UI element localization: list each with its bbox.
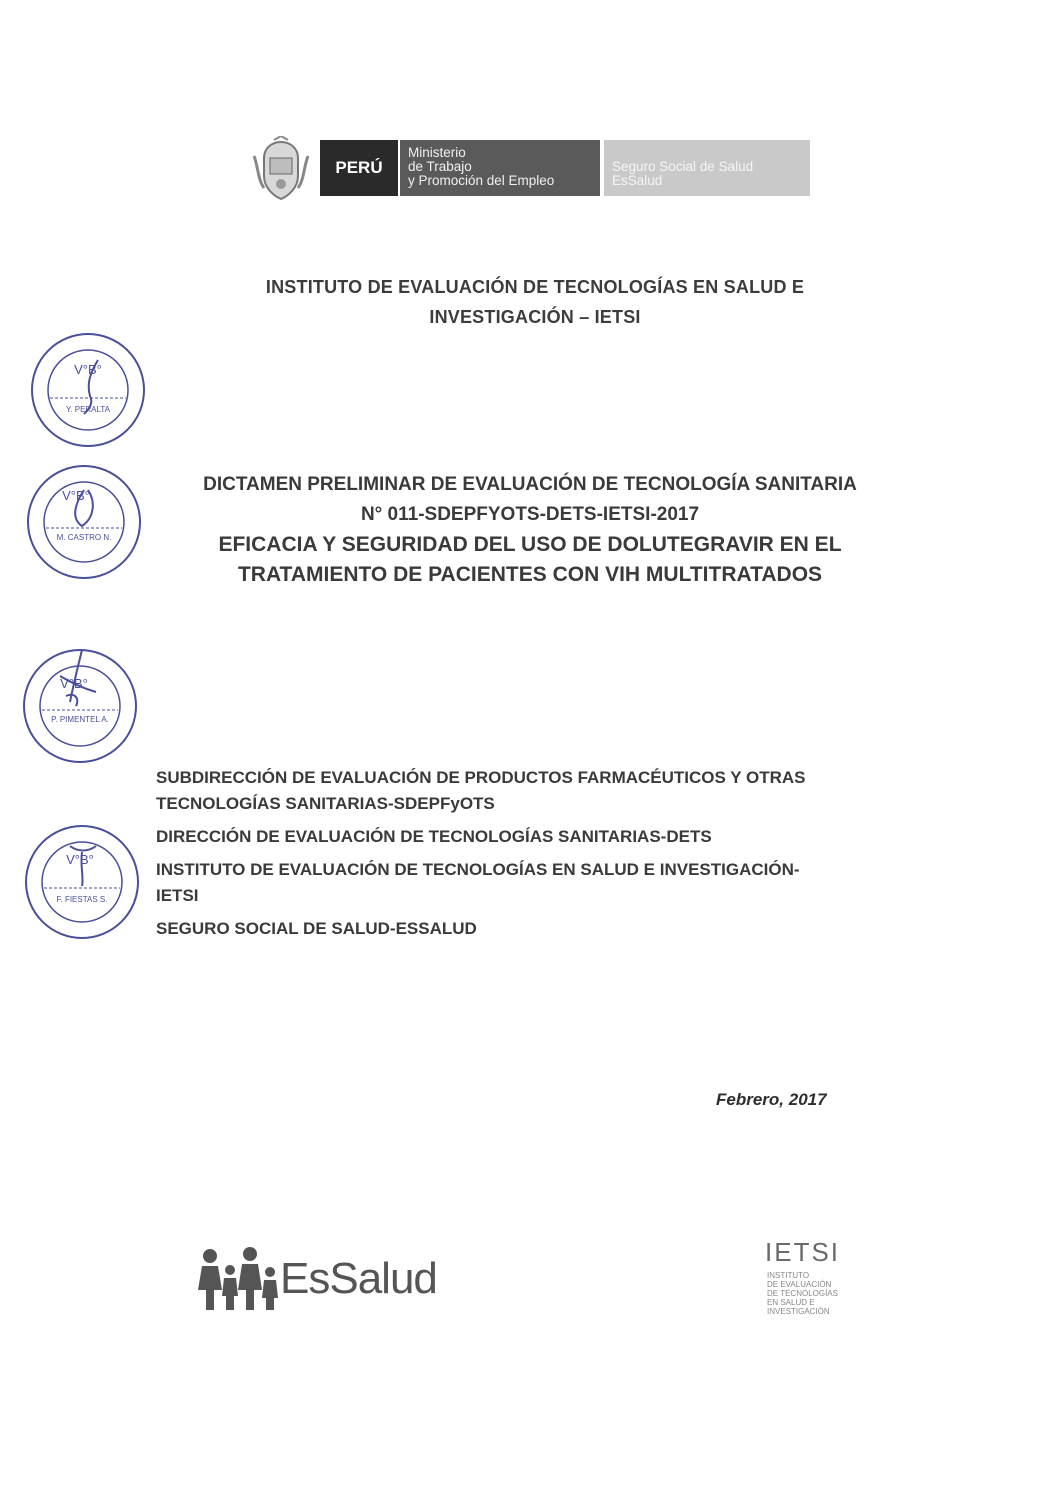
stamp-name: F. FIESTAS S. xyxy=(56,895,108,904)
institute-heading xyxy=(150,272,920,332)
peru-label: PERÚ xyxy=(335,158,383,177)
approval-stamp xyxy=(22,822,142,942)
government-header-banner xyxy=(250,132,810,206)
dictamen-line: DICTAMEN PRELIMINAR DE EVALUACIÓN DE TECNOLOGÍA SANITARIA xyxy=(203,474,857,495)
organization-item xyxy=(156,916,936,942)
ietsi-logo-line: DE EVALUACIÓN xyxy=(767,1280,832,1289)
peru-label-box xyxy=(320,140,398,196)
approval-stamp xyxy=(24,462,144,582)
ietsi-logo-line: INSTITUTO xyxy=(767,1271,810,1280)
organization-line: IETSI xyxy=(156,886,199,905)
organization-list xyxy=(156,765,936,949)
organization-item xyxy=(156,857,936,909)
document-date: Febrero, 2017 xyxy=(716,1090,827,1109)
organization-line: SEGURO SOCIAL DE SALUD-ESSALUD xyxy=(156,919,477,938)
ietsi-logo-subtitle xyxy=(767,1271,877,1316)
dictamen-title xyxy=(140,470,920,590)
ietsi-logo-title: IETSI xyxy=(765,1237,841,1267)
essalud-line: Seguro Social de Salud xyxy=(612,159,754,174)
organization-line: INSTITUTO DE EVALUACIÓN DE TECNOLOGÍAS EN SALUD E INVESTIGACIÓN- xyxy=(156,860,800,879)
dictamen-subject-line: TRATAMIENTO DE PACIENTES CON VIH MULTITRATADOS xyxy=(237,563,823,586)
essalud-line: EsSalud xyxy=(612,173,663,188)
institute-line: INVESTIGACIÓN – IETSI xyxy=(429,307,641,327)
stamp-name: M. CASTRO N. xyxy=(56,533,112,542)
stamp-name: P. PIMENTEL A. xyxy=(51,715,109,724)
organization-line: SUBDIRECCIÓN DE EVALUACIÓN DE PRODUCTOS FARMACÉUTICOS Y OTRAS xyxy=(156,768,806,787)
ministry-line: de Trabajo xyxy=(408,159,472,174)
approval-stamp xyxy=(28,330,148,450)
ministry-line: y Promoción del Empleo xyxy=(408,173,555,188)
organization-item xyxy=(156,824,936,850)
ministry-line: Ministerio xyxy=(408,145,466,160)
ietsi-logo-line: INVESTIGACIÓN xyxy=(767,1307,830,1316)
essalud-logo-text: EsSalud xyxy=(280,1254,437,1303)
stamp-name: Y. PERALTA xyxy=(65,405,111,414)
family-figures-icon xyxy=(196,1244,280,1314)
essalud-label-box xyxy=(604,140,810,196)
dictamen-number: N° 011-SDEPFYOTS-DETS-IETSI-2017 xyxy=(360,504,700,525)
essalud-logo xyxy=(196,1240,476,1320)
dictamen-subject-line: EFICACIA Y SEGURIDAD DEL USO DE DOLUTEGRAVIR EN EL xyxy=(218,533,842,556)
ietsi-logo xyxy=(765,1237,885,1327)
stamp-vobo: V°B° xyxy=(60,676,88,691)
stamp-vobo: V°B° xyxy=(62,488,90,503)
ietsi-logo-line: DE TECNOLOGÍAS xyxy=(767,1289,838,1298)
approval-stamp xyxy=(20,646,140,766)
organization-item xyxy=(156,765,936,817)
stamp-vobo: V°B° xyxy=(66,852,94,867)
organization-line: DIRECCIÓN DE EVALUACIÓN DE TECNOLOGÍAS SANITARIAS-DETS xyxy=(156,827,712,846)
ministry-label-box xyxy=(400,140,600,196)
coat-of-arms-icon xyxy=(250,136,312,202)
stamp-vobo: V°B° xyxy=(74,362,102,377)
ietsi-logo-line: EN SALUD E xyxy=(767,1298,815,1307)
organization-line: TECNOLOGÍAS SANITARIAS-SDEPFyOTS xyxy=(156,794,495,813)
institute-line: INSTITUTO DE EVALUACIÓN DE TECNOLOGÍAS EN SALUD E xyxy=(265,277,805,297)
